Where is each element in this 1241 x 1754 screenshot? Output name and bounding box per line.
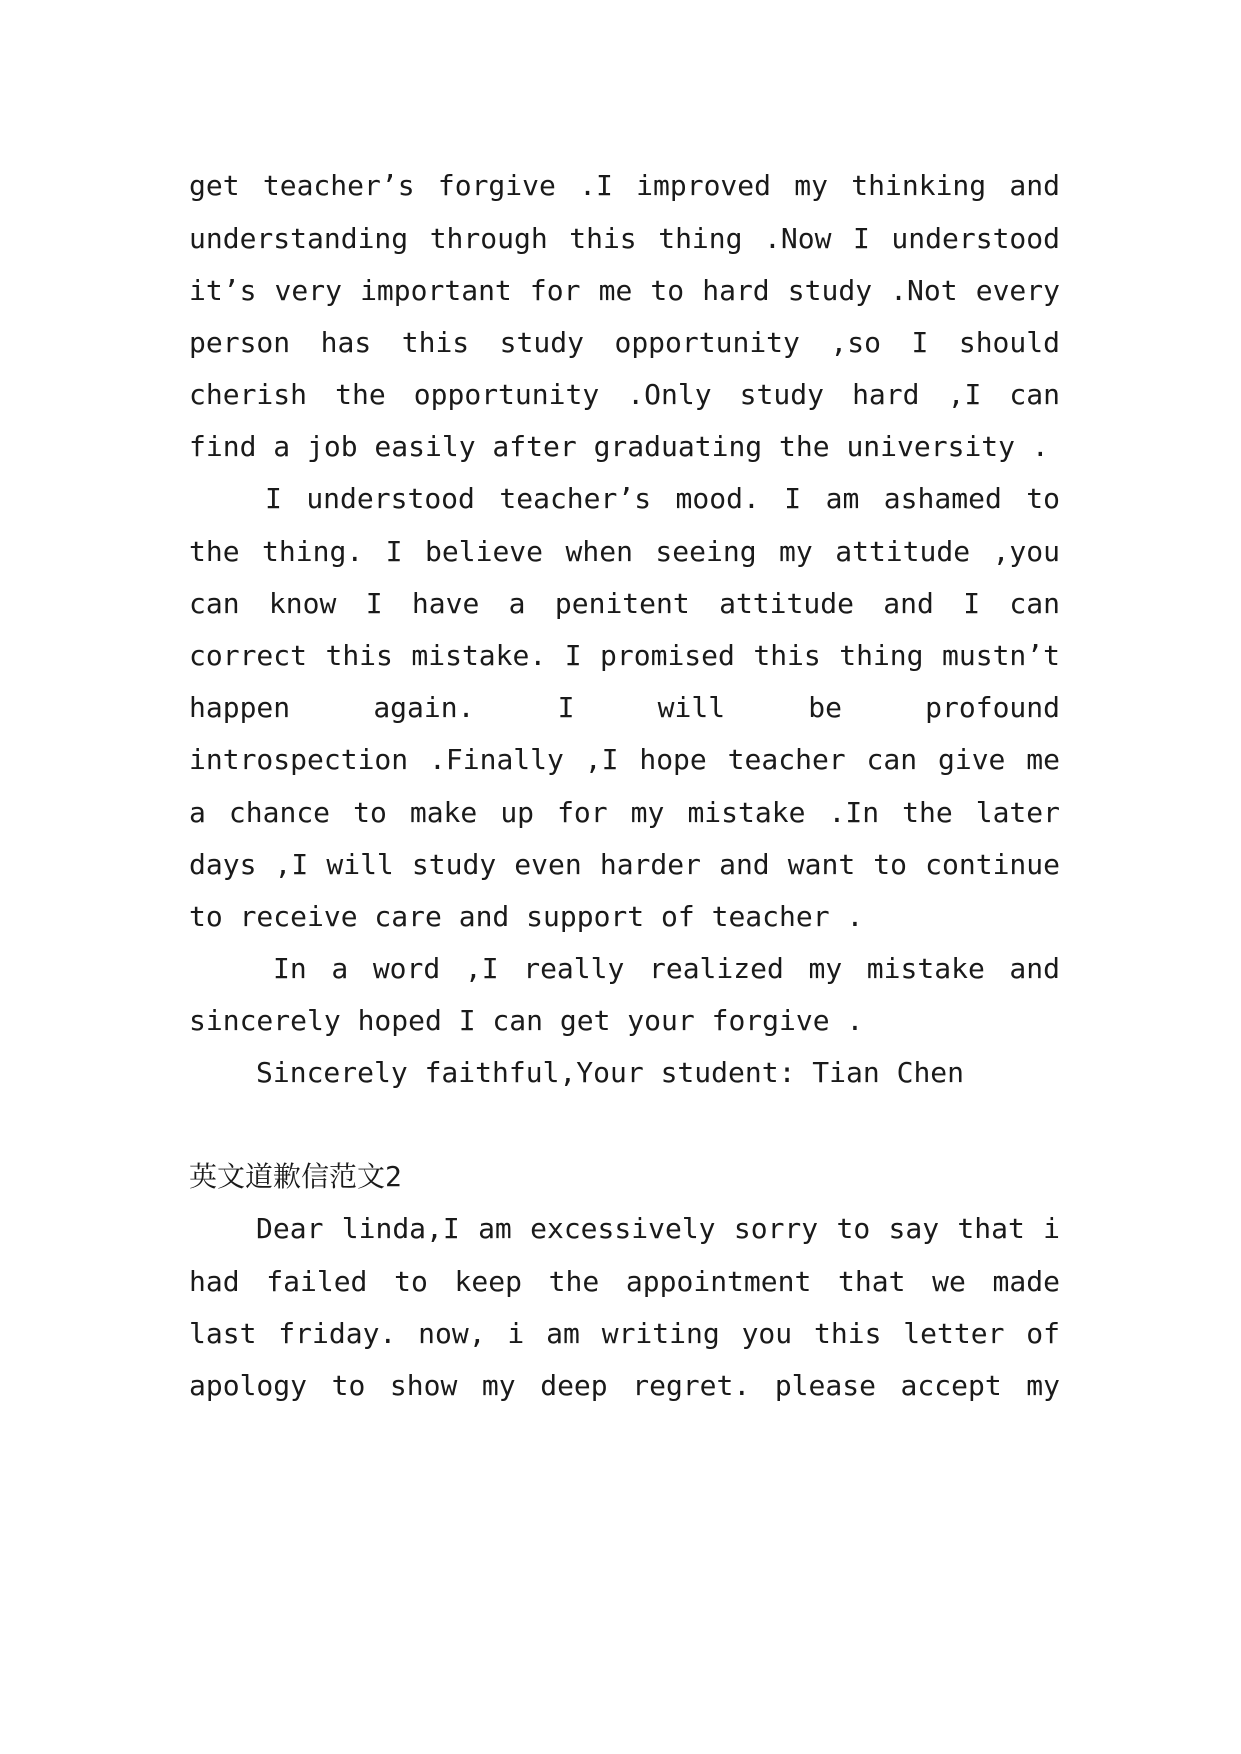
text-line: understanding through this thing .Now I understood — [189, 222, 1060, 255]
text-line: happen again. I will be profound — [189, 691, 1060, 724]
text-line: In a word ,I really realized my mistake and — [273, 952, 1060, 985]
text-line: apology to show my deep regret. please accept my — [189, 1369, 1060, 1402]
text-line: find a job easily after graduating the university . — [189, 430, 1049, 463]
closing-signature: Sincerely faithful,Your student: Tian Chen — [256, 1056, 965, 1089]
text-line: a chance to make up for my mistake .In the later — [189, 796, 1060, 829]
text-line: to receive care and support of teacher . — [189, 900, 864, 933]
section-heading: 英文道歉信范文2 — [189, 1160, 402, 1193]
text-line: last friday. now, i am writing you this letter of — [189, 1317, 1060, 1350]
text-line: the thing. I believe when seeing my attitude ,you — [189, 535, 1060, 568]
text-line: sincerely hoped I can get your forgive . — [189, 1004, 864, 1037]
text-line: it’s very important for me to hard study .Not every — [189, 274, 1060, 307]
text-line: can know I have a penitent attitude and I can — [189, 587, 1060, 620]
text-line: I understood teacher’s mood. I am ashamed to — [265, 482, 1060, 515]
text-line: introspection .Finally ,I hope teacher can give me — [189, 743, 1060, 776]
text-line: correct this mistake. I promised this thing mustn’t — [189, 639, 1060, 672]
text-line: get teacher’s forgive .I improved my thinking and — [189, 169, 1060, 202]
text-line: Dear linda,I am excessively sorry to say that i — [256, 1212, 1060, 1245]
text-line: had failed to keep the appointment that we made — [189, 1265, 1060, 1298]
text-line: cherish the opportunity .Only study hard ,I can — [189, 378, 1060, 411]
text-line: days ,I will study even harder and want to continue — [189, 848, 1060, 881]
text-line: person has this study opportunity ,so I should — [189, 326, 1060, 359]
